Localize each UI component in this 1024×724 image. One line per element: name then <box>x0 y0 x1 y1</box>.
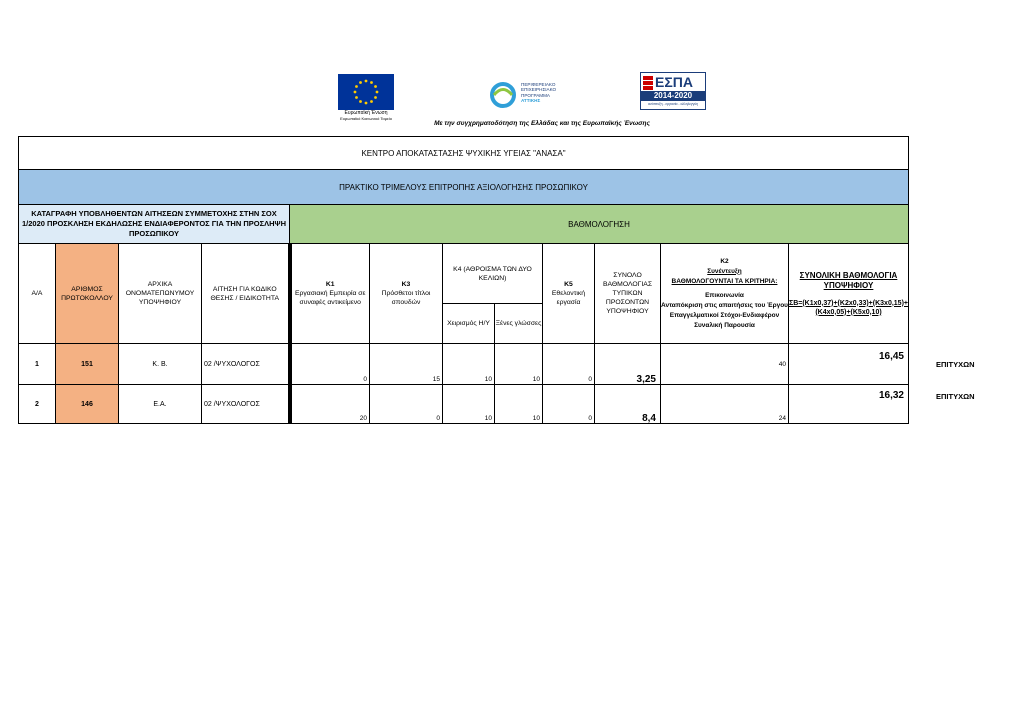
status-label: ΕΠΙΤΥΧΩΝ <box>936 392 975 401</box>
col-total <box>789 244 909 344</box>
k2-label: Συνέντευξη <box>707 267 742 275</box>
k3-label: Πρόσθετοι τίτλοι σπουδών <box>381 290 431 306</box>
eu-star-icon <box>374 85 377 88</box>
col-total-typical: ΣΥΝΟΛΟ ΒΑΘΜΟΛΟΓΙΑΣ ΤΥΠΙΚΩΝ ΠΡΟΣΟΝΤΩΝ ΥΠΟΨΗΦΙΟΥ <box>595 244 661 344</box>
cell-k3: 15 <box>370 344 443 385</box>
eu-flag-logo <box>338 74 394 110</box>
eu-star-icon <box>355 96 358 99</box>
cell-protocol: 151 <box>56 344 119 385</box>
table-row <box>19 385 909 424</box>
k2-code: Κ2 <box>720 257 729 265</box>
pep-swirl-icon <box>488 80 518 110</box>
col-initials: ΑΡΧΙΚΑ ΟΝΟΜΑΤΕΠΩΝΥΜΟΥ ΥΠΟΨΗΦΙΟΥ <box>119 244 202 344</box>
pep-line-2: ΕΠΙΧΕΙΡΗΣΙΑΚΟ <box>521 87 557 93</box>
col-k4-lang: Ξένες γλώσσες <box>495 304 543 344</box>
eu-caption-main: Ευρωπαϊκή Ένωση <box>344 110 388 116</box>
cell-k1: 0 <box>290 344 370 385</box>
eu-star-icon <box>365 80 368 83</box>
pep-line-4: ΑΤΤΙΚΗΣ <box>521 98 541 104</box>
total-label: ΣΥΝΟΛΙΚΗ ΒΑΘΜΟΛΟΓΙΑ ΥΠΟΨΗΦΙΟΥ <box>799 270 898 290</box>
cell-k4-lang: 10 <box>495 385 543 424</box>
espa-tagline: ανάπτυξη - εργασία - αλληλεγγύη <box>647 102 699 106</box>
eu-star-icon <box>376 91 379 94</box>
k2-criterion: Ανταπόκριση στις απαιτήσεις του Έργου <box>661 301 788 309</box>
eu-star-icon <box>354 91 357 94</box>
k2-criteria-title: ΒΑΘΜΟΛΟΓΟΥΝΤΑΙ ΤΑ ΚΡΙΤΗΡΙΑ: <box>671 277 778 285</box>
cell-aa: 2 <box>19 385 56 424</box>
k3-code: Κ3 <box>401 281 411 288</box>
status-label: ΕΠΙΤΥΧΩΝ <box>936 360 975 369</box>
k1-code: Κ1 <box>325 281 335 288</box>
cell-k4-lang: 10 <box>495 344 543 385</box>
pep-line-3: ΠΡΟΓΡΑΜΜΑ <box>521 92 550 98</box>
cell-application: 02 /ΨΥΧΟΛΟΓΟΣ <box>202 344 290 385</box>
minutes-title: ΠΡΑΚΤΙΚΟ ΤΡΙΜΕΛΟΥΣ ΕΠΙΤΡΟΠΗΣ ΑΞΙΟΛΟΓΗΣΗΣ ΠΡΟΣΩΠΙΚΟΥ <box>19 170 909 205</box>
espa-logo <box>640 72 706 110</box>
col-k1 <box>290 244 370 344</box>
evaluation-table <box>18 136 909 424</box>
col-protocol: ΑΡΙΘΜΟΣ ΠΡΩΤΟΚΟΛΛΟΥ <box>56 244 119 344</box>
cell-k2: 24 <box>661 385 789 424</box>
cell-total: 16,32 <box>789 385 909 424</box>
col-k5 <box>543 244 595 344</box>
col-application: ΑΙΤΗΣΗ ΓΙΑ ΚΩΔΙΚΟ ΘΕΣΗΣ / ΕΙΔΙΚΟΤΗΤΑ <box>202 244 290 344</box>
eu-star-icon <box>370 100 373 103</box>
eu-star-icon <box>370 81 373 84</box>
k5-code: Κ5 <box>564 281 573 288</box>
total-formula: ΣΒ=(Κ1x0,37)+(Κ2x0,33)+(Κ3x0,15)+(Κ4x0,05)+(Κ5x0,10) <box>789 299 908 316</box>
table-row <box>19 344 909 385</box>
record-title: ΚΑΤΑΓΡΑΦΗ ΥΠΟΒΛΗΘΕΝΤΩΝ ΑΙΤΗΣΕΩΝ ΣΥΜΜΕΤΟΧΗΣ ΣΤΗΝ ΣΟΧ 1/2020 ΠΡΟΣΚΛΗΣΗ ΕΚΔΗΛΩΣΗΣ ΕΝΔΙΑΦΕΡΟΝΤΟΣ ΓΙΑ ΤΗΝ ΠΡΟΣΛΗΨΗ ΠΡΟΣΩΠΙΚΟΥ <box>19 205 290 244</box>
k2-criterion: Επαγγελματικοί Στόχοι-Ενδιαφέρον <box>669 311 780 319</box>
cell-aa: 1 <box>19 344 56 385</box>
pep-line-1: ΠΕΡΙΦΕΡΕΙΑΚΟ <box>521 82 556 87</box>
eu-star-icon <box>355 85 358 88</box>
cell-k3: 0 <box>370 385 443 424</box>
center-title: ΚΕΝΤΡΟ ΑΠΟΚΑΤΑΣΤΑΣΗΣ ΨΥΧΙΚΗΣ ΥΓΕΙΑΣ "ΑΝΑΣΑ" <box>19 137 909 170</box>
k2-criterion: Επικοινωνία <box>705 291 744 299</box>
col-k3 <box>370 244 443 344</box>
col-k2 <box>661 244 789 344</box>
eu-star-icon <box>365 102 368 105</box>
eu-caption-sub: Ευρωπαϊκό Κοινωνικό Ταμείο <box>340 116 392 121</box>
scoring-title: ΒΑΘΜΟΛΟΓΗΣΗ <box>290 205 909 244</box>
cofunding-note: Με την συγχρηματοδότηση της Ελλάδας και της Ευρωπαϊκής Ένωσης <box>434 120 650 127</box>
cell-typical: 8,4 <box>595 385 661 424</box>
cell-k5: 0 <box>543 385 595 424</box>
cell-k1: 20 <box>290 385 370 424</box>
cell-k2: 40 <box>661 344 789 385</box>
cell-initials: Κ. Β. <box>119 344 202 385</box>
col-aa: Α/Α <box>19 244 56 344</box>
cell-k5: 0 <box>543 344 595 385</box>
k2-criterion: Συναλική Παρουσία <box>694 321 755 329</box>
eu-star-icon <box>359 100 362 103</box>
k5-label: Εθελοντική εργασία <box>551 290 586 306</box>
eu-star-icon <box>359 81 362 84</box>
cell-initials: Ε.Α. <box>119 385 202 424</box>
col-k4-pc: Χειρισμός Η/Υ <box>443 304 495 344</box>
cell-protocol: 146 <box>56 385 119 424</box>
cell-application: 02 /ΨΥΧΟΛΟΓΟΣ <box>202 385 290 424</box>
espa-title: ΕΣΠΑ <box>655 74 693 90</box>
cell-total: 16,45 <box>789 344 909 385</box>
logos-bar <box>0 70 1024 127</box>
cell-typical: 3,25 <box>595 344 661 385</box>
pep-attica-logo <box>486 76 566 112</box>
espa-years: 2014-2020 <box>641 91 705 101</box>
col-k4: Κ4 (ΑΘΡΟΙΣΜΑ ΤΩΝ ΔΥΟ ΚΕΛΙΩΝ) <box>443 244 543 304</box>
cell-k4-pc: 10 <box>443 344 495 385</box>
cell-k4-pc: 10 <box>443 385 495 424</box>
k1-label: Εργασιακή Εμπειρία σε συναφές αντικείμενο <box>294 290 366 306</box>
eu-star-icon <box>374 96 377 99</box>
